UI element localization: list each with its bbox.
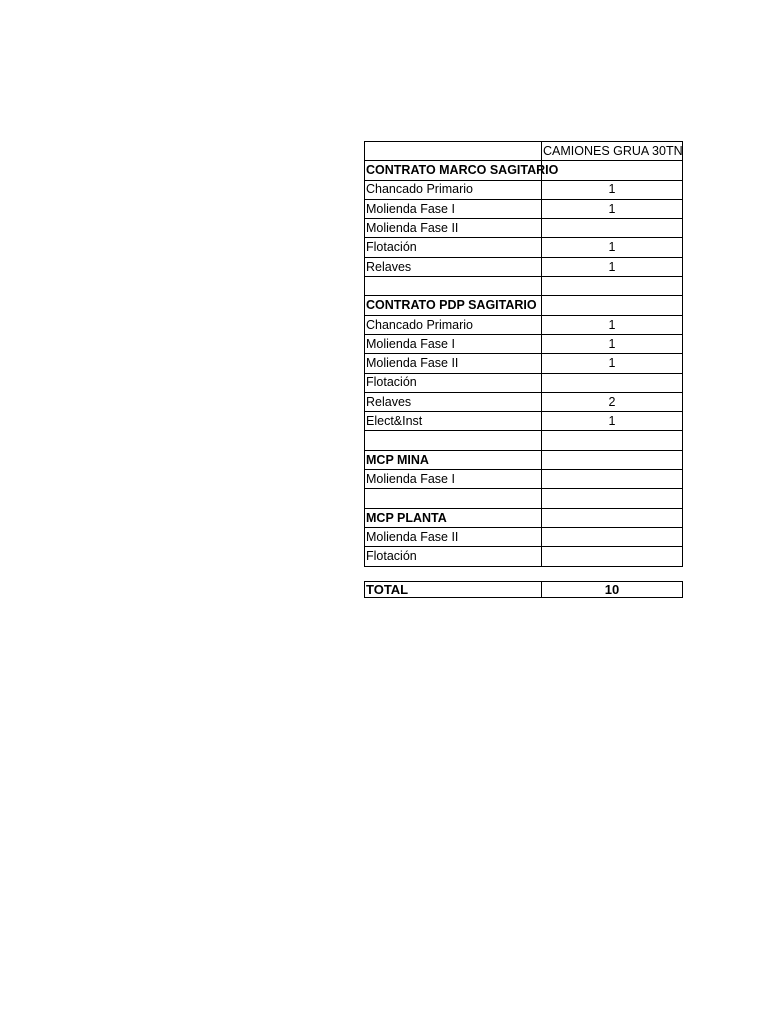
row-value: 1 [542,257,683,276]
table-row [365,238,683,257]
row-value: 1 [542,412,683,431]
table-row [365,315,683,334]
total-value: 10 [542,582,683,598]
total-table [364,581,683,598]
table-row [365,392,683,411]
row-label: Molienda Fase I [365,470,542,489]
row-value [542,219,683,238]
section-header-row [365,296,683,315]
row-label [365,431,542,450]
row-label: Elect&Inst [365,412,542,431]
row-label: Chancado Primario [365,180,542,199]
row-label: Molienda Fase II [365,527,542,546]
row-label [365,277,542,296]
row-value: 1 [542,334,683,353]
table-row [365,334,683,353]
section-title: CONTRATO PDP SAGITARIO [365,296,542,315]
row-value [542,161,683,180]
section-title: MCP MINA [365,450,542,469]
row-value [542,450,683,469]
equipment-table-body [365,142,683,567]
row-label: Molienda Fase I [365,199,542,218]
table-row [365,373,683,392]
row-label: Relaves [365,392,542,411]
section-title: MCP PLANTA [365,508,542,527]
row-value: 1 [542,315,683,334]
row-label: Relaves [365,257,542,276]
row-value: 1 [542,199,683,218]
row-label: Flotación [365,547,542,566]
blank-row [365,277,683,296]
row-value: 2 [542,392,683,411]
row-value [542,508,683,527]
row-label: Molienda Fase II [365,354,542,373]
table-row [365,354,683,373]
table-row [365,527,683,546]
header-blank-cell [365,142,542,161]
table-row [365,180,683,199]
table-row [365,199,683,218]
total-row [365,582,683,598]
row-value [542,470,683,489]
row-value: 1 [542,180,683,199]
row-value [542,489,683,508]
column-header: CAMIONES GRUA 30TN [542,142,683,161]
total-label: TOTAL [365,582,542,598]
row-label: Molienda Fase I [365,334,542,353]
header-row [365,142,683,161]
row-value [542,373,683,392]
row-label: Flotación [365,373,542,392]
row-value: 1 [542,238,683,257]
row-label: Molienda Fase II [365,219,542,238]
row-label [365,489,542,508]
blank-row [365,431,683,450]
table-row [365,547,683,566]
section-title: CONTRATO MARCO SAGITARIO [365,161,542,180]
row-value [542,527,683,546]
row-value [542,547,683,566]
row-label: Flotación [365,238,542,257]
equipment-table [364,141,683,567]
section-header-row [365,450,683,469]
blank-row [365,489,683,508]
row-value [542,296,683,315]
table-row [365,257,683,276]
row-value: 1 [542,354,683,373]
row-label: Chancado Primario [365,315,542,334]
row-value [542,431,683,450]
table-row [365,219,683,238]
table-row [365,470,683,489]
row-value [542,277,683,296]
table-row [365,412,683,431]
section-header-row [365,161,683,180]
section-header-row [365,508,683,527]
